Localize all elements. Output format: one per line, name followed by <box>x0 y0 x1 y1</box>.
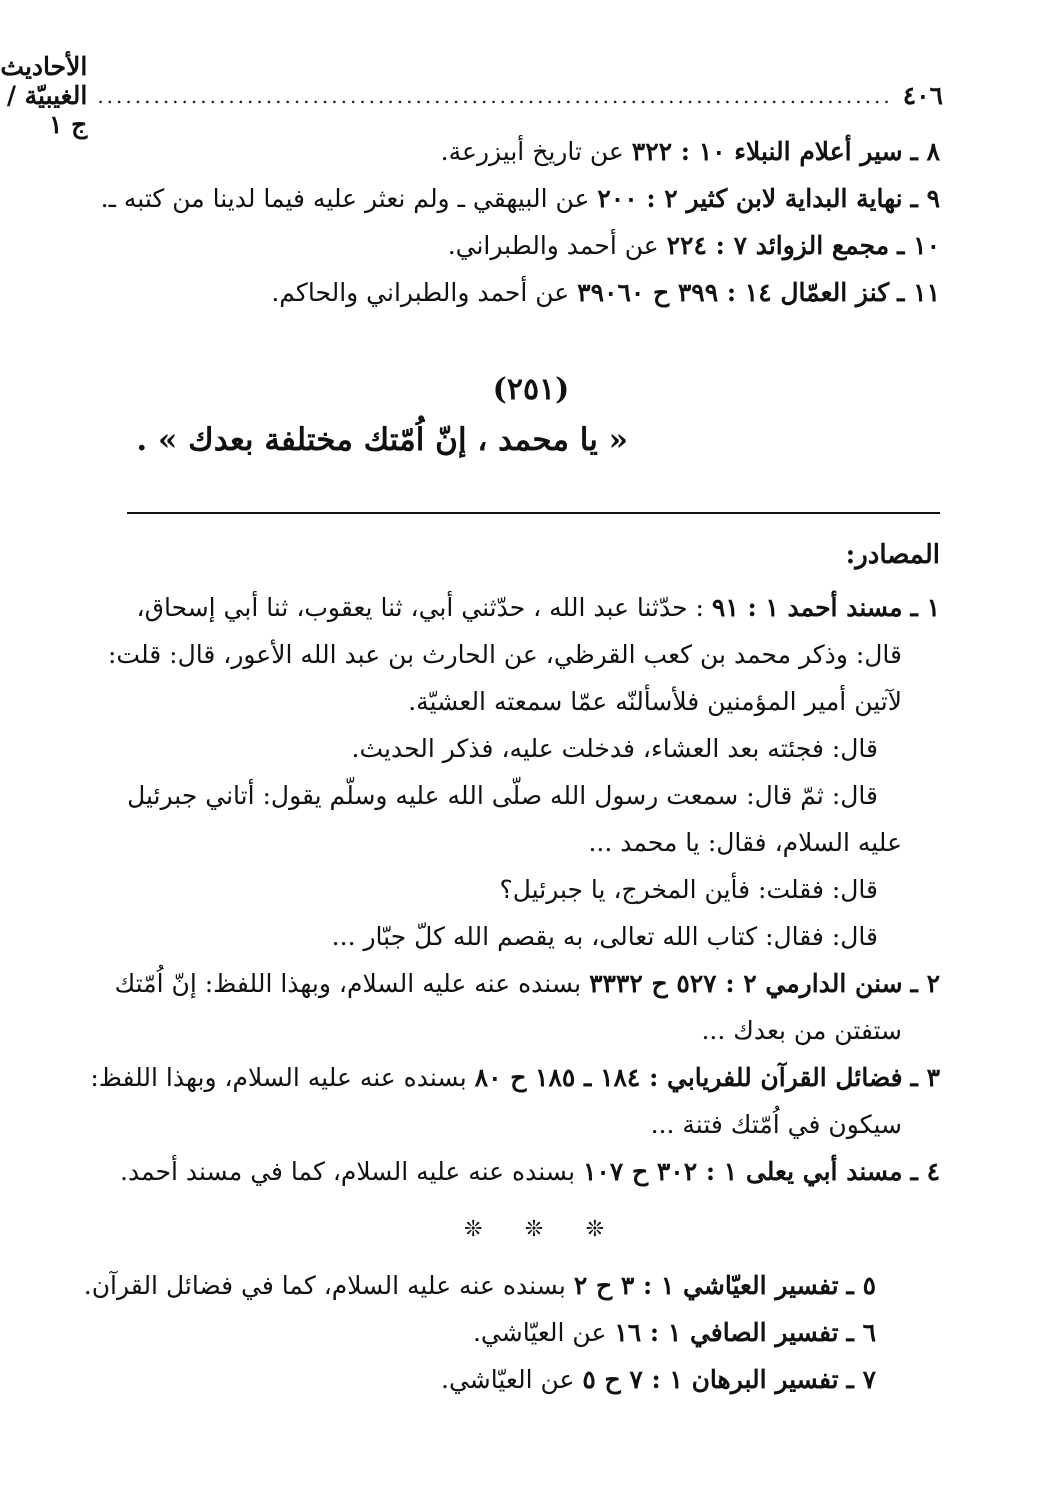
quote-paragraph: قال: فجئته بعد العشاء، فدخلت عليه، فذكر الحديث. <box>351 734 878 763</box>
reference-line: ١١ ـ كنز العمّال ١٤ : ٣٩٩ ح ٣٩٠٦٠ عن أحمد والطبراني والحاكم. <box>271 278 940 307</box>
reference-line: ٩ ـ نهاية البداية لابن كثير ٢ : ٢٠٠ عن البيهقي ـ ولم نعثر عليه فيما لدينا من كتبه ـ. <box>100 184 940 213</box>
quote-paragraph: قال: فقال: كتاب الله تعالى، به يقصم الله كلّ جبّار ... <box>331 922 878 951</box>
source-title: مجمع الزوائد ٧ : ٢٢٤ <box>666 231 890 260</box>
bottom-references <box>83 1262 876 1403</box>
hadith-text: « يا محمد ، إنّ اُمّتك مختلفة بعدك » . <box>136 422 628 458</box>
running-header <box>0 52 943 139</box>
book-title: الأحاديث الغيبيّة / ج ١ <box>0 52 88 139</box>
header-leader-dots: ..................................................................................... <box>97 83 893 108</box>
hadith-number: (٢٥١) <box>492 372 570 407</box>
source-title: مسند أبي يعلى ١ : ٣٠٢ ح ١٠٧ <box>583 1157 903 1186</box>
reference-line: ٦ ـ تفسير الصافي ١ : ١٦ عن العيّاشي. <box>472 1318 876 1347</box>
reference-continuation: قال: وذكر محمد بن كعب القرظي، عن الحارث بن عبد الله الأعور، قال: قلت: <box>108 640 902 669</box>
page-number: ٤٠٦ <box>902 81 943 110</box>
asterism-icon: ❊ <box>585 1217 604 1242</box>
source-title: سير أعلام النبلاء ١٠ : ٣٢٢ <box>631 137 903 166</box>
reference-line: ٨ ـ سير أعلام النبلاء ١٠ : ٣٢٢ عن تاريخ أبيزرعة. <box>440 137 940 166</box>
reference-continuation: ستفتن من بعدك ... <box>701 1016 902 1045</box>
sources-heading: المصادر: <box>845 540 940 570</box>
source-title: فضائل القرآن للفريابي : ١٨٤ ـ ١٨٥ ح ٨٠ <box>474 1063 903 1092</box>
reference-line: ٧ ـ تفسير البرهان ١ : ٧ ح ٥ عن العيّاشي. <box>441 1365 876 1394</box>
quote-paragraph: قال: ثمّ قال: سمعت رسول الله صلّى الله عليه وسلّم يقول: أتاني جبرئيل <box>127 781 878 810</box>
source-title: تفسير الصافي ١ : ١٦ <box>614 1318 839 1347</box>
quote-paragraph: عليه السلام، فقال: يا محمد ... <box>588 828 902 857</box>
source-title: كنز العمّال ١٤ : ٣٩٩ ح ٣٩٠٦٠ <box>577 278 890 307</box>
source-title: مسند أحمد ١ : ٩١ <box>711 593 903 622</box>
source-title: نهاية البداية لابن كثير ٢ : ٢٠٠ <box>597 184 903 213</box>
divider-rule <box>127 512 940 514</box>
reference-line: ٥ ـ تفسير العيّاشي ١ : ٣ ح ٢ بسنده عنه عليه السلام، كما في فضائل القرآن. <box>83 1271 876 1300</box>
reference-line: ٢ ـ سنن الدارمي ٢ : ٥٢٧ ح ٣٣٣٢ بسنده عنه عليه السلام، وبهذا اللفظ: إنّ اُمّتك <box>114 969 940 998</box>
reference-line: ١ ـ مسند أحمد ١ : ٩١ : حدّثنا عبد الله ، حدّثني أبي، ثنا يعقوب، ثنا أبي إسحاق، <box>136 593 940 622</box>
source-title: تفسير العيّاشي ١ : ٣ ح ٢ <box>573 1271 839 1300</box>
asterism-icon: ❊ <box>524 1217 544 1242</box>
reference-continuation: سيكون في اُمّتك فتنة ... <box>650 1110 902 1139</box>
reference-line: ١٠ ـ مجمع الزوائد ٧ : ٢٢٤ عن أحمد والطبراني. <box>447 231 940 260</box>
reference-line: ٣ ـ فضائل القرآن للفريابي : ١٨٤ ـ ١٨٥ ح ٨٠ بسنده عنه عليه السلام، وبهذا اللفظ: <box>90 1063 940 1092</box>
reference-line: ٤ ـ مسند أبي يعلى ١ : ٣٠٢ ح ١٠٧ بسنده عنه عليه السلام، كما في مسند أحمد. <box>120 1157 940 1186</box>
top-references <box>100 128 940 316</box>
reference-continuation: لآتين أمير المؤمنين فلأسألنّه عمّا سمعته العشيّة. <box>408 687 902 716</box>
quote-paragraph: قال: فقلت: فأين المخرج، يا جبرئيل؟ <box>499 875 878 904</box>
section-separator <box>464 1217 604 1242</box>
asterism-icon: ❊ <box>464 1217 483 1242</box>
source-title: سنن الدارمي ٢ : ٥٢٧ ح ٣٣٣٢ <box>589 969 903 998</box>
sources-list <box>90 584 940 1195</box>
source-title: تفسير البرهان ١ : ٧ ح ٥ <box>582 1365 839 1394</box>
